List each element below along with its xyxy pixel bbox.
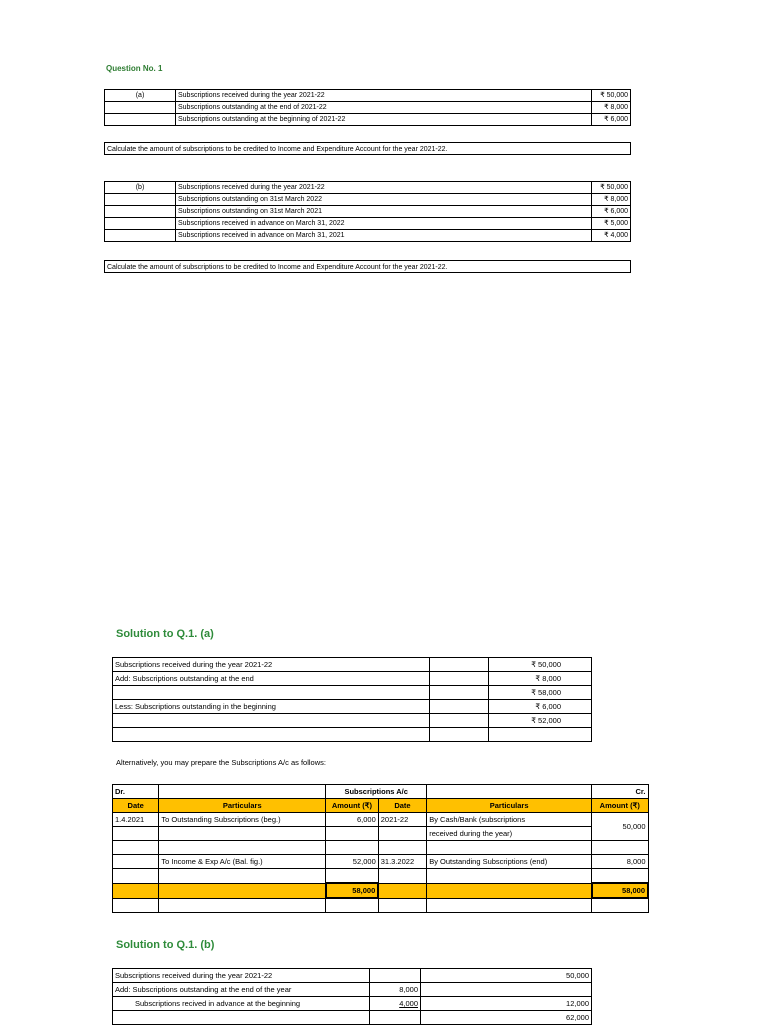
- solution-b-row-amount: 12,000: [421, 997, 592, 1011]
- part-a-row-amount: ₹ 8,000: [592, 102, 631, 114]
- solution-b-row-text: Add: Subscriptions outstanding at the end of the year: [113, 983, 370, 997]
- part-b-row-amount: ₹ 50,000: [592, 182, 631, 194]
- part-b-row-amount: ₹ 5,000: [592, 218, 631, 230]
- solution-a-row-amount: ₹ 8,000: [489, 672, 592, 686]
- subscriptions-account: [112, 784, 649, 913]
- row2-particulars-right: By Outstanding Subscriptions (end): [427, 855, 592, 869]
- part-b-row-text: Subscriptions received during the year 2021-22: [176, 182, 592, 194]
- solution-b-row-text: [113, 1011, 370, 1025]
- row2-amount-right: 8,000: [592, 855, 648, 869]
- header-particulars-left: Particulars: [159, 799, 326, 813]
- part-b-row-text: Subscriptions outstanding on 31st March 2022: [176, 194, 592, 206]
- part-b-row-text: Subscriptions outstanding on 31st March 2021: [176, 206, 592, 218]
- header-amount-right: Amount (₹): [592, 799, 648, 813]
- solution-b-row-amount: 50,000: [421, 969, 592, 983]
- part-a-row-amount: ₹ 6,000: [592, 114, 631, 126]
- header-particulars-right: Particulars: [427, 799, 592, 813]
- solution-b-title: Solution to Q.1. (b): [116, 939, 215, 951]
- row1-amount-right: 50,000: [592, 813, 648, 841]
- total-right: 58,000: [592, 883, 648, 898]
- row1-particulars-right-1: By Cash/Bank (subscriptions: [427, 813, 592, 827]
- alternative-note: Alternatively, you may prepare the Subscriptions A/c as follows:: [116, 758, 326, 767]
- question-title: Question No. 1: [106, 64, 163, 73]
- row2-date-right: 31.3.2022: [378, 855, 426, 869]
- header-date-right: Date: [378, 799, 426, 813]
- solution-a-row-amount: ₹ 50,000: [489, 658, 592, 672]
- part-a-instruction: Calculate the amount of subscriptions to be credited to Income and Expenditure Account for the year 2021-22.: [104, 142, 631, 155]
- part-b-table: [104, 181, 631, 242]
- solution-b-row-text: Subscriptions recived in advance at the beginning: [113, 997, 370, 1011]
- part-a-row-text: Subscriptions received during the year 2021-22: [176, 90, 592, 102]
- solution-b-row-mid: [370, 1011, 421, 1025]
- header-amount-left: Amount (₹): [326, 799, 379, 813]
- debit-label: Dr.: [113, 785, 159, 799]
- solution-b-table: [112, 968, 592, 1025]
- solution-b-row-mid: 8,000: [370, 983, 421, 997]
- total-left: 58,000: [326, 883, 379, 898]
- part-a-label: (a): [105, 90, 176, 102]
- part-a-row-text: Subscriptions outstanding at the beginning of 2021-22: [176, 114, 592, 126]
- solution-a-title: Solution to Q.1. (a): [116, 628, 214, 640]
- solution-a-row-amount: ₹ 52,000: [489, 714, 592, 728]
- part-b-row-amount: ₹ 8,000: [592, 194, 631, 206]
- part-b-row-text: Subscriptions received in advance on March 31, 2022: [176, 218, 592, 230]
- solution-a-row-amount: ₹ 58,000: [489, 686, 592, 700]
- solution-a-table: [112, 657, 592, 742]
- solution-a-row-text: [113, 714, 430, 728]
- part-b-row-amount: ₹ 6,000: [592, 206, 631, 218]
- solution-a-row-text: Subscriptions received during the year 2021-22: [113, 658, 430, 672]
- solution-b-row-amount: 62,000: [421, 1011, 592, 1025]
- row1-date-left: 1.4.2021: [113, 813, 159, 827]
- row1-amount-left: 6,000: [326, 813, 379, 827]
- header-date-left: Date: [113, 799, 159, 813]
- part-b-row-text: Subscriptions received in advance on March 31, 2021: [176, 230, 592, 242]
- solution-b-row-mid: 4,000: [370, 997, 421, 1011]
- solution-a-row-text: Less: Subscriptions outstanding in the beginning: [113, 700, 430, 714]
- part-b-row-amount: ₹ 4,000: [592, 230, 631, 242]
- row2-amount-left: 52,000: [326, 855, 379, 869]
- solution-b-row-text: Subscriptions received during the year 2021-22: [113, 969, 370, 983]
- solution-a-row-text: [113, 686, 430, 700]
- row1-date-right: 2021-22: [378, 813, 426, 827]
- account-title: Subscriptions A/c: [326, 785, 427, 799]
- part-a-row-text: Subscriptions outstanding at the end of 2021-22: [176, 102, 592, 114]
- part-a-row-amount: ₹ 50,000: [592, 90, 631, 102]
- part-b-label: (b): [105, 182, 176, 194]
- row2-particulars-left: To Income & Exp A/c (Bal. fig.): [159, 855, 326, 869]
- part-a-table: [104, 89, 631, 126]
- solution-b-row-amount: [421, 983, 592, 997]
- row1-particulars-right-2: received during the year): [427, 827, 592, 841]
- part-b-instruction: Calculate the amount of subscriptions to be credited to Income and Expenditure Account for the year 2021-22.: [104, 260, 631, 273]
- solution-b-row-mid: [370, 969, 421, 983]
- solution-a-row-text: Add: Subscriptions outstanding at the end: [113, 672, 430, 686]
- row1-particulars-left: To Outstanding Subscriptions (beg.): [159, 813, 326, 827]
- credit-label: Cr.: [592, 785, 648, 799]
- solution-a-row-amount: ₹ 6,000: [489, 700, 592, 714]
